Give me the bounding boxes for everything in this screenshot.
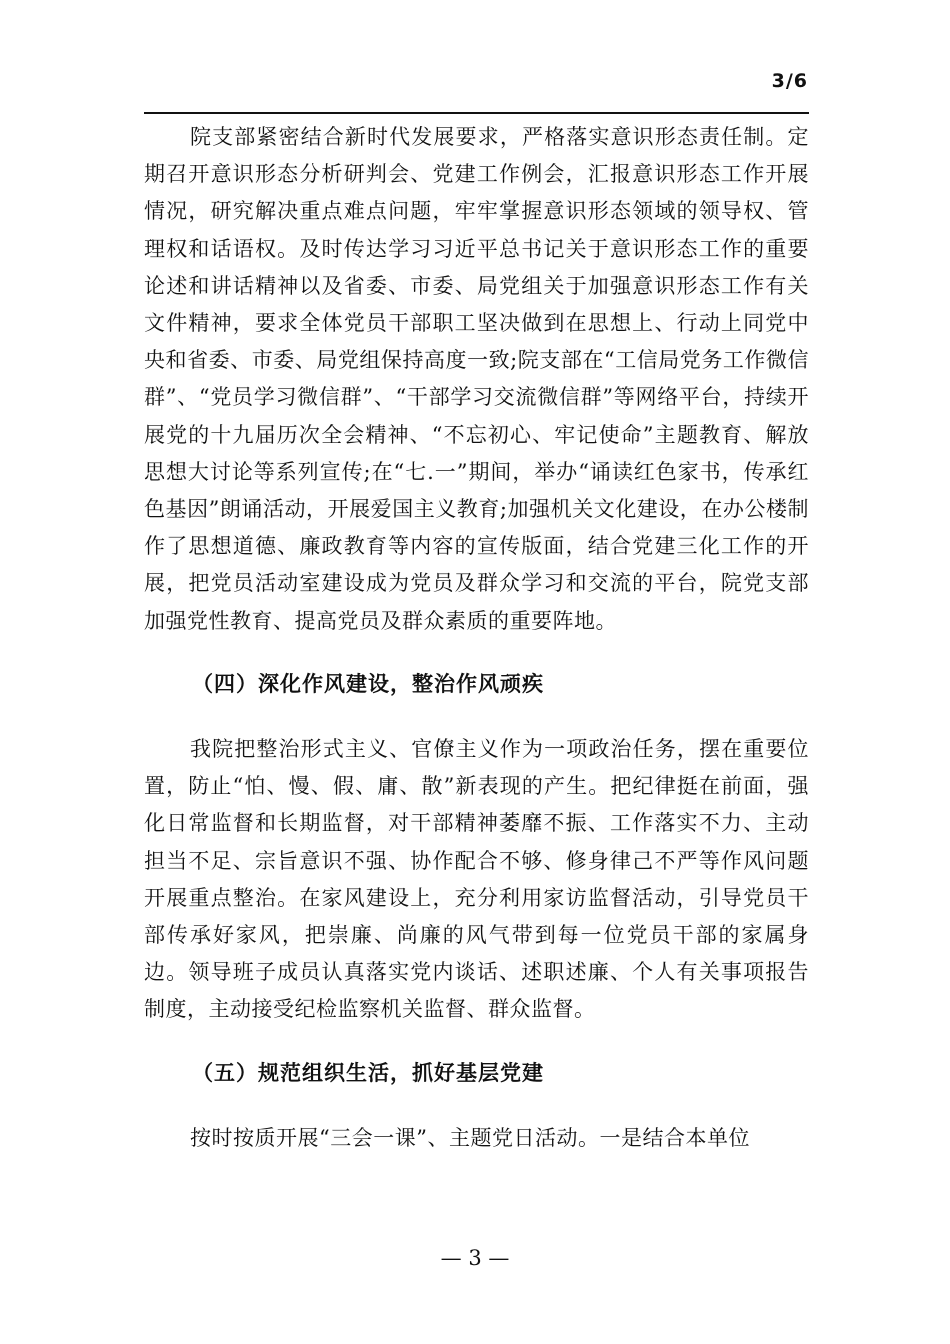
header-divider xyxy=(144,112,809,114)
section-heading-4: （四）深化作风建设，整治作风顽疾 xyxy=(192,671,544,696)
body-paragraph-work-style: 我院把整治形式主义、官僚主义作为一项政治任务，摆在重要位置，防止“怕、慢、假、庸、散”新表现的产生。把纪律挺在前面，强化日常监督和长期监督，对干部精神萎靡不振、工作落实不力、主动担当不足、宗旨意识不强、协作配合不够、修身律己不严等作风问题开展重点整治。在家风建设上，充分利用家访监督活动，引导党员干部传承好家风，把崇廉、尚廉的风气带到每一位党员干部的家属身边。领导班子成员认真落实党内谈话、述职述廉、个人有关事项报告制度，主动接受纪检监察机关监督、群众监督。 xyxy=(144,737,809,1022)
body-paragraph-organization: 按时按质开展“三会一课”、主题党日活动。一是结合本单位 xyxy=(190,1125,750,1150)
section-heading-5: （五）规范组织生活，抓好基层党建 xyxy=(192,1060,544,1085)
footer-page-number: — 3 — xyxy=(440,1246,510,1270)
document-body xyxy=(144,119,809,1157)
body-paragraph-ideology: 院支部紧密结合新时代发展要求，严格落实意识形态责任制。定期召开意识形态分析研判会、党建工作例会，汇报意识形态工作开展情况，研究解决重点难点问题，牢牢掌握意识形态领域的领导权、管理权和话语权。及时传达学习习近平总书记关于意识形态工作的重要论述和讲话精神以及省委、市委、局党组关于加强意识形态工作有关文件精神，要求全体党员干部职工坚决做到在思想上、行动上同党中央和省委、市委、局党组保持高度一致;院支部在“工信局党务工作微信群”、“党员学习微信群”、“干部学习交流微信群”等网络平台，持续开展党的十九届历次全会精神、“不忘初心、牢记使命”主题教育、解放思想大讨论等系列宣传;在“七.一”期间，举办“诵读红色家书，传承红色基因”朗诵活动，开展爱国主义教育;加强机关文化建设，在办公楼制作了思想道德、廉政教育等内容的宣传版面，结合党建三化工作的开展，把党员活动室建设成为党员及群众学习和交流的平台，院党支部加强党性教育、提高党员及群众素质的重要阵地。 xyxy=(144,125,809,633)
page-indicator: 3/6 xyxy=(771,70,808,92)
